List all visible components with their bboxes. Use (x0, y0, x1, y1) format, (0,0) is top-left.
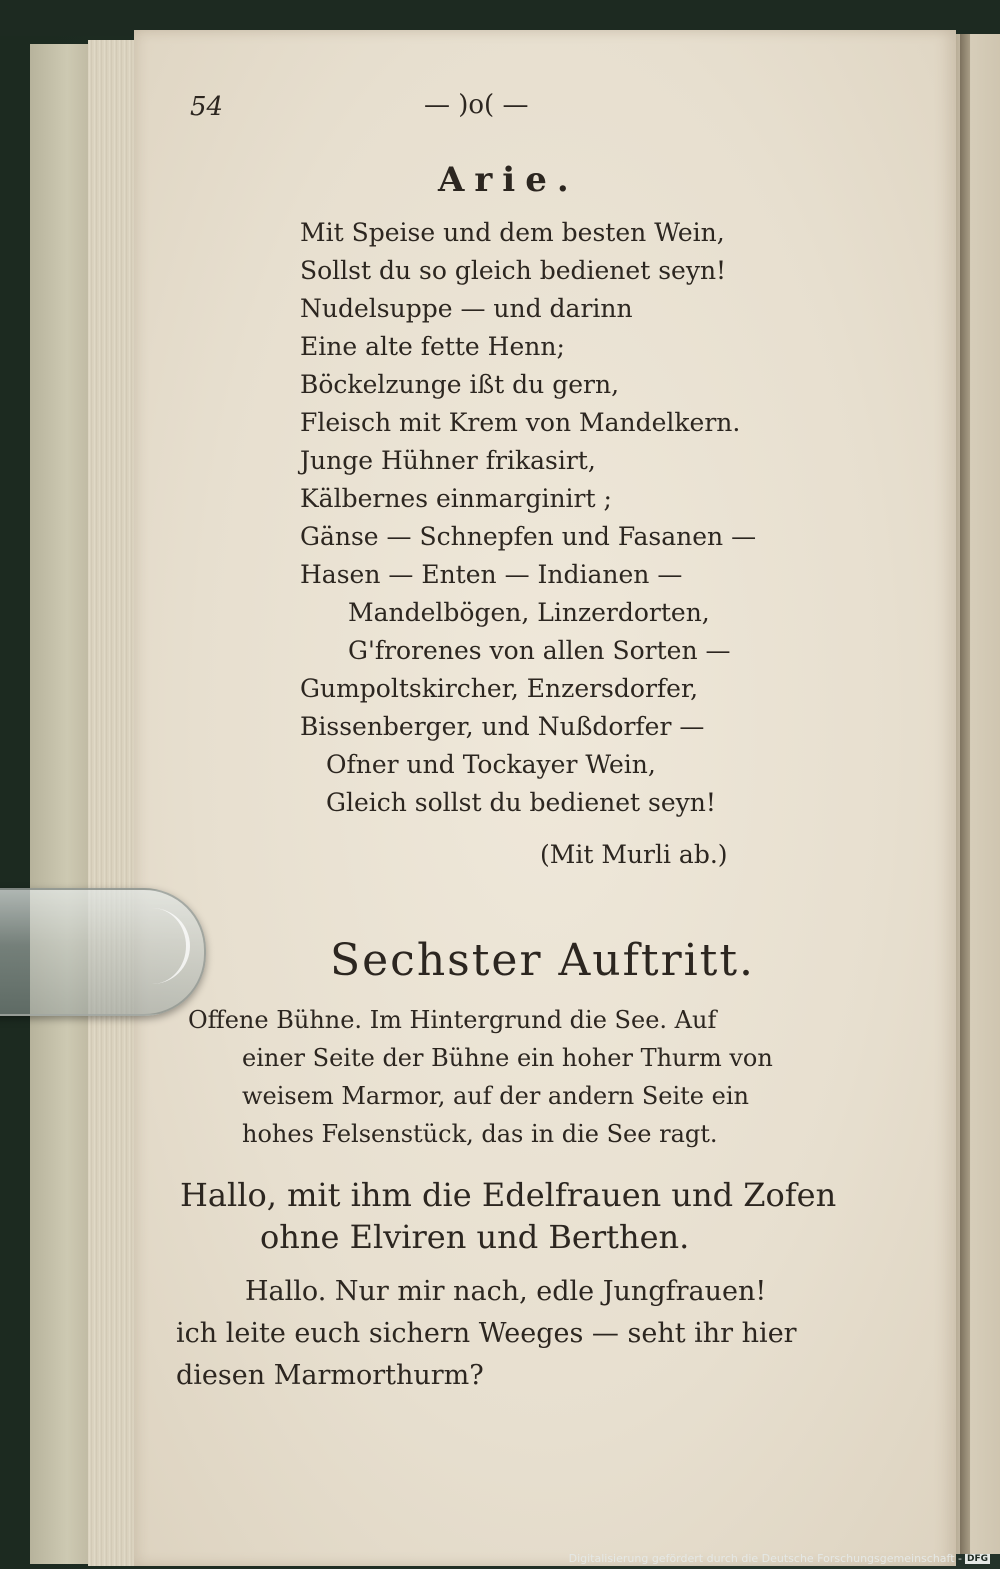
verse-line: Kälbernes einmarginirt ; (300, 484, 612, 513)
verse-line: Junge Hühner frikasirt, (300, 446, 596, 475)
setting-line: Offene Bühne. Im Hintergrund die See. Auf (188, 1006, 717, 1034)
verse-line: Mandelbögen, Linzerdorten, (348, 598, 710, 627)
verse-line: Gleich sollst du bedienet seyn! (326, 788, 716, 817)
verse-line: Eine alte fette Henn; (300, 332, 565, 361)
verse-line: Sollst du so gleich bedienet seyn! (300, 256, 727, 285)
dialogue-line: ich leite euch sichern Weeges — seht ihr hier (176, 1318, 797, 1349)
verse-line: Bissenberger, und Nußdorfer — (300, 712, 705, 741)
digitization-credit (569, 1552, 990, 1565)
stage-direction: (Mit Murli ab.) (540, 840, 728, 869)
verse-line: Böckelzunge ißt du gern, (300, 370, 620, 399)
setting-line: hohes Felsenstück, das in die See ragt. (242, 1120, 718, 1148)
verse-line: Mit Speise und dem besten Wein, (300, 218, 725, 247)
running-head: — )o( — (424, 90, 529, 120)
dfg-logo: DFG (966, 1554, 988, 1564)
dialogue-line: Hallo. Nur mir nach, edle Jungfrauen! (245, 1276, 767, 1307)
characters-line: Hallo, mit ihm die Edelfrauen und Zofen (180, 1176, 837, 1214)
dialogue-line: diesen Marmorthurm? (176, 1360, 484, 1391)
credit-text: Digitalisierung gefördert durch die Deutsche Forschungsgemeinschaft - (568, 1552, 962, 1565)
page-number: 54 (190, 92, 224, 122)
gutter-shadow (960, 34, 970, 1554)
book-cover-board (30, 44, 93, 1564)
setting-line: einer Seite der Bühne ein hoher Thurm von (242, 1044, 773, 1072)
verse-line: Hasen — Enten — Indianen — (300, 560, 683, 589)
verse-line: Gumpoltskircher, Enzersdorfer, (300, 674, 699, 703)
scene-title: Sechster Auftritt. (330, 935, 756, 986)
verse-line: Nudelsuppe — und darinn (300, 294, 633, 323)
verse-line: G'frorenes von allen Sorten — (348, 636, 731, 665)
page-edges (88, 40, 137, 1566)
verse-line: Fleisch mit Krem von Mandelkern. (300, 408, 741, 437)
verse-line: Gänse — Schnepfen und Fasanen — (300, 522, 757, 551)
characters-line: ohne Elviren und Berthen. (260, 1218, 690, 1256)
setting-line: weisem Marmor, auf der andern Seite ein (242, 1082, 749, 1110)
aria-title: Arie. (438, 160, 579, 200)
verse-line: Ofner und Tockayer Wein, (326, 750, 656, 779)
